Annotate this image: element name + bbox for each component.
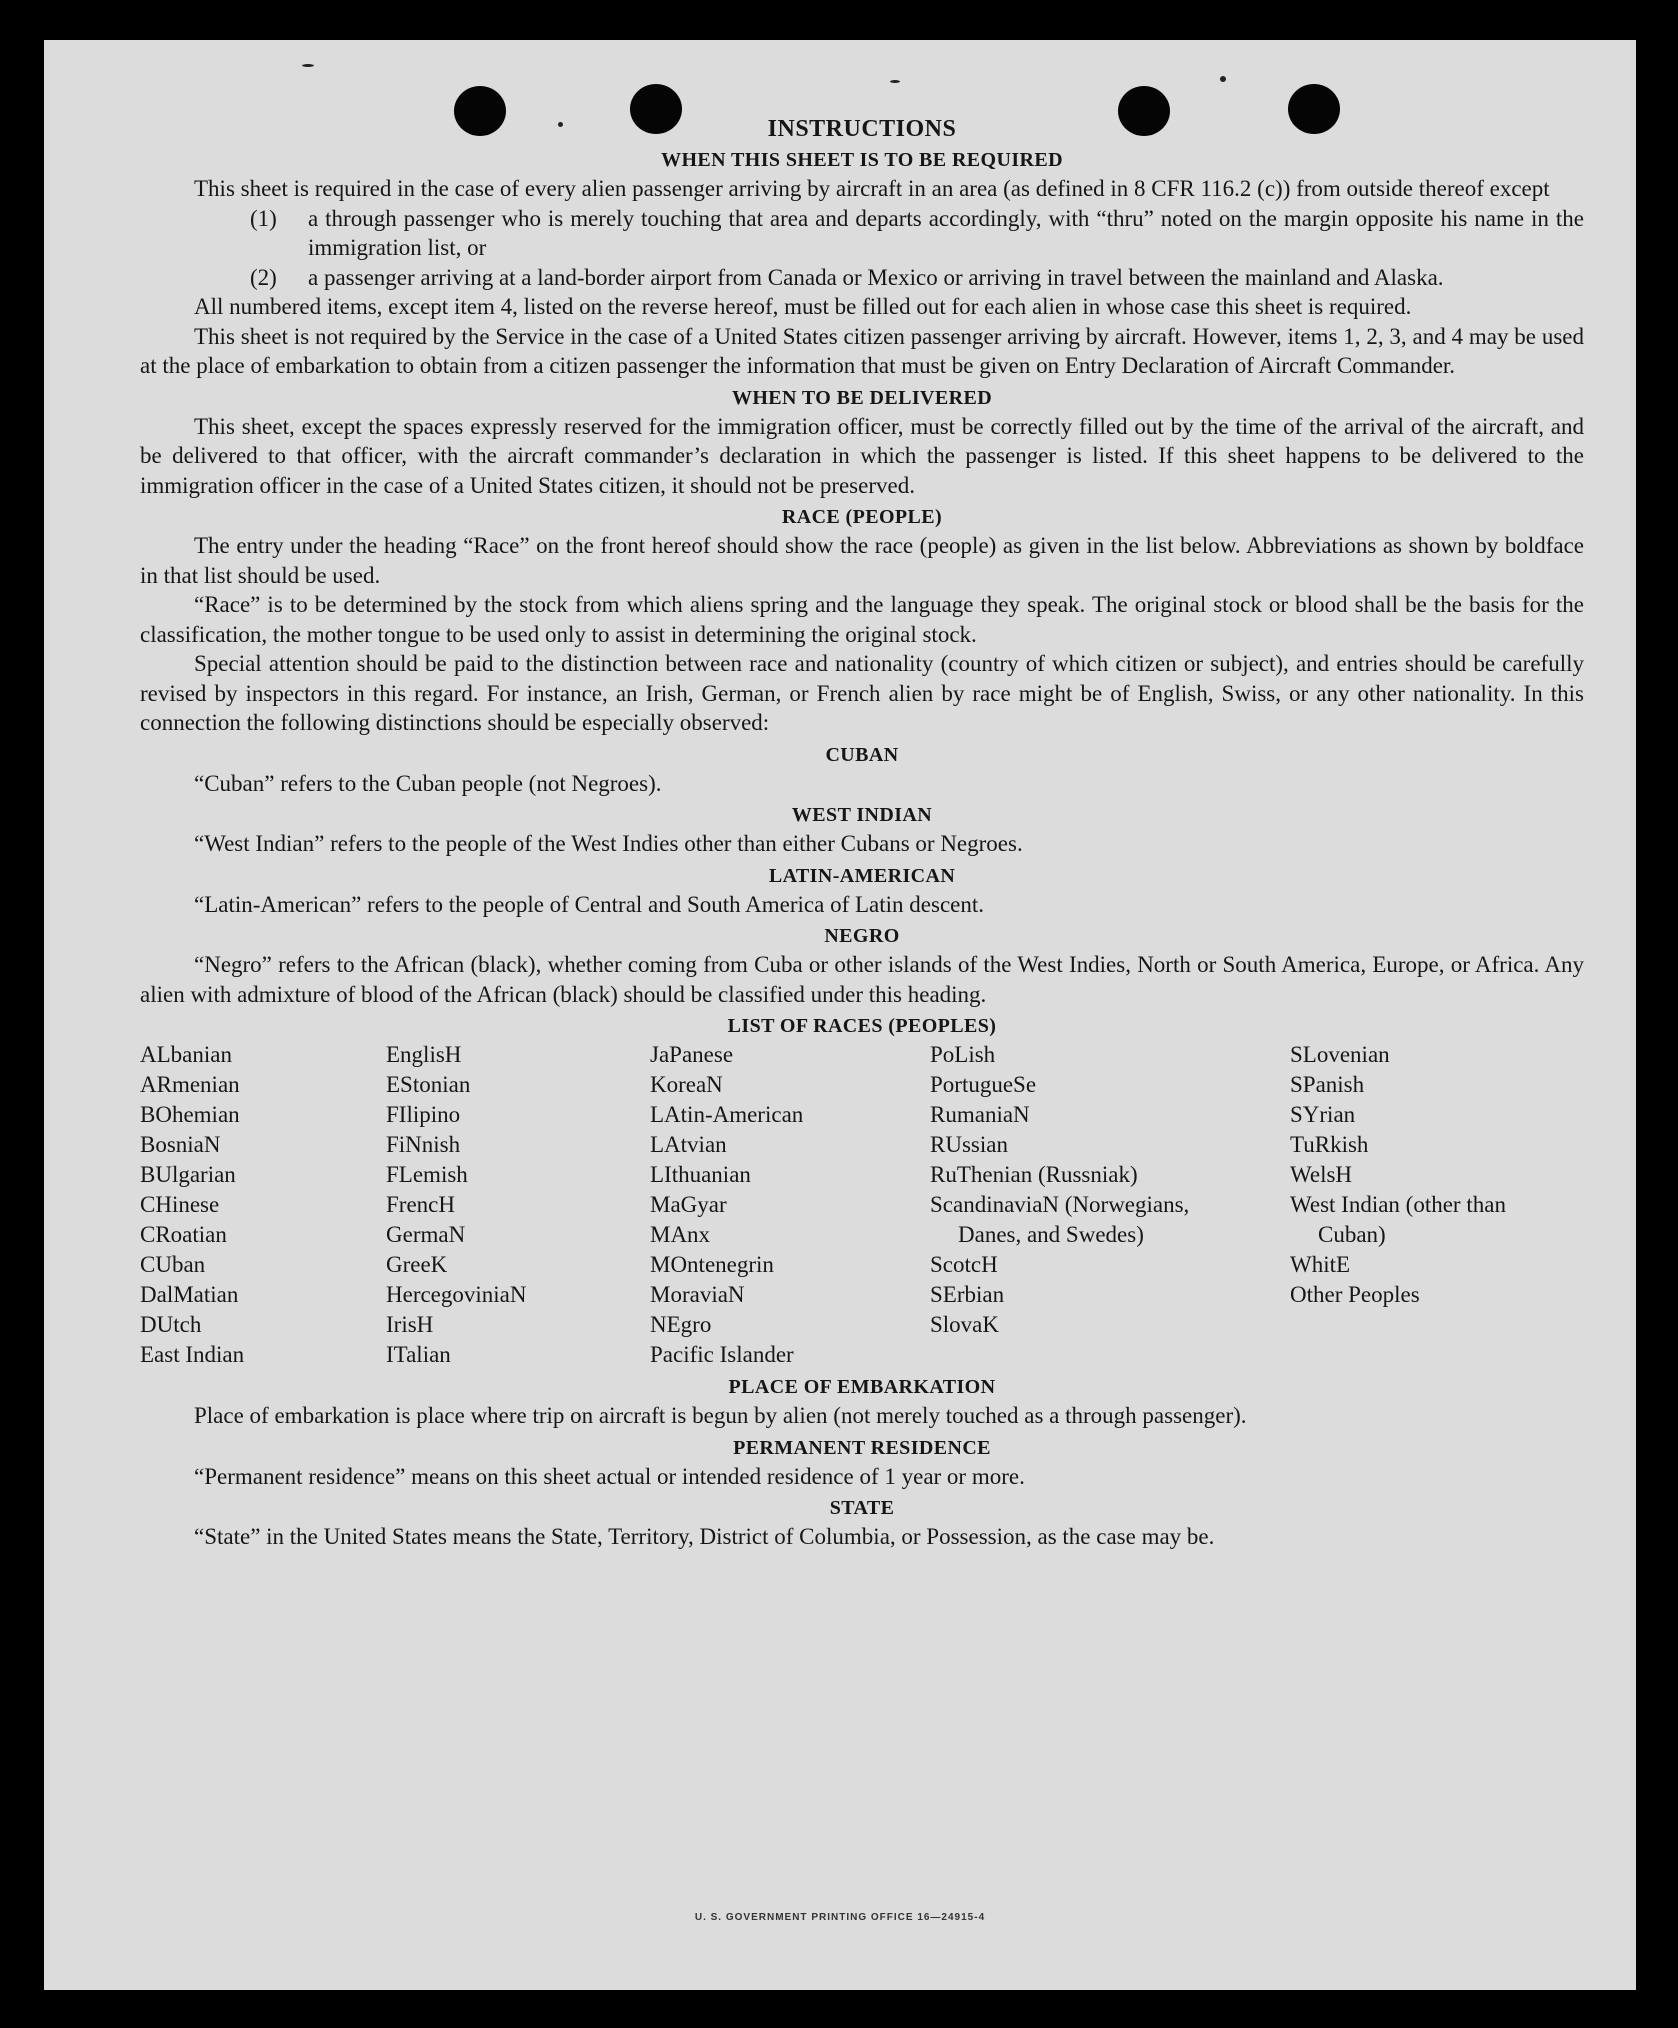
latin-american-para: “Latin-American” refers to the people of Central and South America of Latin descent. [194, 891, 984, 917]
residence-para: “Permanent residence” means on this sheet actual or intended residence of 1 year or more. [194, 1463, 1025, 1489]
required-intro: This sheet is required in the case of every alien passenger arriving by aircraft in an area (as defined in 8 CFR 116.2 (c)) from outside thereof except [194, 176, 1550, 201]
race-entry: SPanish [1290, 1072, 1365, 1097]
race-para-1: The entry under the heading “Race” on the front hereof should show the race (people) as given in the list below. Abbreviations as shown by boldface in that list should be used. [140, 533, 1584, 588]
speck [302, 64, 314, 67]
west-indian-para: “West Indian” refers to the people of the West Indies other than either Cubans or Negroes. [194, 831, 1023, 856]
cuban-para: “Cuban” refers to the Cuban people (not Negroes). [194, 770, 662, 796]
race-entry: NEgro [650, 1312, 712, 1337]
race-entry: ScotcH [930, 1252, 998, 1277]
race-entry: LIthuanian [650, 1162, 751, 1187]
races-list [140, 1040, 1584, 1370]
race-entry: BOhemian [140, 1102, 240, 1127]
race-entry: SLovenian [1290, 1042, 1390, 1067]
exception-item [140, 204, 1584, 263]
race-entry: CHinese [140, 1192, 220, 1217]
race-para-2: “Race” is to be determined by the stock from which aliens spring and the language they speak. The original stock or blood shall be the basis for the classification, the mother tongue to be used only to assist in determining the original stock. [140, 592, 1584, 647]
heading-state: STATE [829, 1497, 895, 1519]
heading-latin-american: LATIN-AMERICAN [768, 864, 956, 887]
race-entry: FrencH [386, 1192, 455, 1217]
race-entry: FLemish [386, 1162, 468, 1187]
race-entry: EStonian [386, 1072, 471, 1097]
race-entry: WelsH [1290, 1162, 1353, 1187]
required-para-2: All numbered items, except item 4, listed on the reverse hereof, must be filled out for each alien in whose case this sheet is required. [194, 294, 1412, 319]
race-entry: HercegoviniaN [386, 1282, 527, 1307]
race-entry: TuRkish [1290, 1132, 1369, 1157]
item-number: (1) [250, 205, 277, 231]
required-para-3: This sheet is not required by the Service in the case of a United States citizen passenger arriving by aircraft. However, items 1, 2, 3, and 4 may be used at the place of embarkation to obtain from a citizen passenger the information that must be given on Entry Declaration of Aircraft Commander. [140, 323, 1584, 378]
race-entry: RUssian [930, 1132, 1008, 1157]
item-text: a through passenger who is merely touching that area and departs accordingly, with “thru” noted on the margin opposite his name in the immigration list, or [308, 205, 1584, 260]
race-entry: DalMatian [140, 1282, 239, 1307]
races-column [386, 1040, 650, 1370]
race-entry: Pacific Islander [650, 1342, 794, 1367]
race-entry: GreeK [386, 1252, 448, 1277]
race-entry: SYrian [1290, 1102, 1356, 1127]
race-entry: GermaN [386, 1222, 466, 1247]
race-entry: WhitE [1290, 1252, 1351, 1277]
delivered-para: This sheet, except the spaces expressly reserved for the immigration officer, must be correctly filled out by the time of the arrival of the aircraft, and be delivered to that officer, with the aircraft commander’s declaration in which the passenger is listed. If this sheet happens to be delivered to the immigration officer in the case of a United States citizen, it should not be preserved. [140, 413, 1584, 498]
race-entry: BosniaN [140, 1132, 221, 1157]
race-entry: ALbanian [140, 1042, 232, 1067]
race-entry: LAtin-American [650, 1102, 804, 1127]
page-title: INSTRUCTIONS [767, 116, 957, 142]
races-column [140, 1040, 386, 1370]
race-entry: Other Peoples [1290, 1282, 1420, 1307]
races-column [1290, 1040, 1544, 1370]
race-para-3: Special attention should be paid to the distinction between race and nationality (country of which citizen or subject), and entries should be carefully revised by inspectors in this regard. For instance, an Irish, German, or French alien by race might be of English, Swiss, or any other nationality. In this connection the following distinctions should be especially observed: [140, 651, 1584, 735]
heading-required: WHEN THIS SHEET IS TO BE REQUIRED [661, 149, 1063, 171]
heading-delivered: WHEN TO BE DELIVERED [731, 386, 993, 409]
race-entry: PoLish [930, 1042, 996, 1067]
race-entry: CRoatian [140, 1222, 227, 1247]
heading-cuban: CUBAN [825, 743, 899, 766]
race-entry: MoraviaN [650, 1282, 745, 1307]
race-entry: IrisH [386, 1312, 434, 1337]
heading-residence: PERMANENT RESIDENCE [733, 1436, 991, 1459]
race-entry: FIlipino [386, 1102, 461, 1127]
heading-west-indian: WEST INDIAN [791, 804, 933, 826]
race-entry: RumaniaN [930, 1102, 1030, 1127]
race-entry: LAtvian [650, 1132, 727, 1157]
race-entry: MOntenegrin [650, 1252, 774, 1277]
race-entry: BUlgarian [140, 1162, 236, 1187]
negro-para: “Negro” refers to the African (black), whether coming from Cuba or other islands of the West Indies, North or South America, Europe, or Africa. Any alien with admixture of blood of the African (black) should be classified under this heading. [140, 952, 1584, 1007]
race-entry: SlovaK [930, 1312, 999, 1337]
race-entry: PortugueSe [930, 1072, 1037, 1097]
race-entry: West Indian (other than Cuban) [1290, 1192, 1506, 1247]
race-entry: East Indian [140, 1342, 245, 1367]
races-column [930, 1040, 1230, 1370]
races-column [650, 1040, 930, 1370]
instructions-body [140, 116, 1584, 1552]
race-entry: ARmenian [140, 1072, 240, 1097]
document-sheet [44, 40, 1636, 1990]
printing-office-imprint: U. S. GOVERNMENT PRINTING OFFICE 16—24915-4 [694, 1912, 986, 1923]
race-entry: RuThenian (Russniak) [930, 1162, 1138, 1187]
race-entry: ITalian [386, 1342, 451, 1367]
speck [1220, 76, 1226, 82]
race-entry: DUtch [140, 1312, 202, 1337]
race-entry: JaPanese [650, 1042, 734, 1067]
heading-races-list: LIST OF RACES (PEOPLES) [727, 1015, 997, 1037]
race-entry: EnglisH [386, 1042, 462, 1067]
state-para: “State” in the United States means the State, Territory, District of Columbia, or Possession, as the case may be. [194, 1524, 1215, 1549]
race-entry: MaGyar [650, 1192, 727, 1217]
race-entry: SErbian [930, 1282, 1005, 1307]
heading-negro: NEGRO [824, 925, 900, 947]
race-entry: ScandinaviaN (Norwegians, Danes, and Swedes) [930, 1192, 1190, 1247]
item-number: (2) [250, 264, 277, 290]
item-text: a passenger arriving at a land-border airport from Canada or Mexico or arriving in travel between the mainland and Alaska. [308, 264, 1444, 290]
heading-race: RACE (PEOPLE) [781, 506, 943, 528]
race-entry: MAnx [650, 1222, 711, 1247]
heading-embarkation: PLACE OF EMBARKATION [728, 1376, 996, 1398]
speck [890, 80, 900, 83]
exception-item [140, 263, 1584, 293]
race-entry: CUban [140, 1252, 206, 1277]
embarkation-para: Place of embarkation is place where trip on aircraft is begun by alien (not merely touched as a through passenger). [194, 1403, 1247, 1428]
race-entry: KoreaN [650, 1072, 723, 1097]
race-entry: FiNnish [386, 1132, 461, 1157]
